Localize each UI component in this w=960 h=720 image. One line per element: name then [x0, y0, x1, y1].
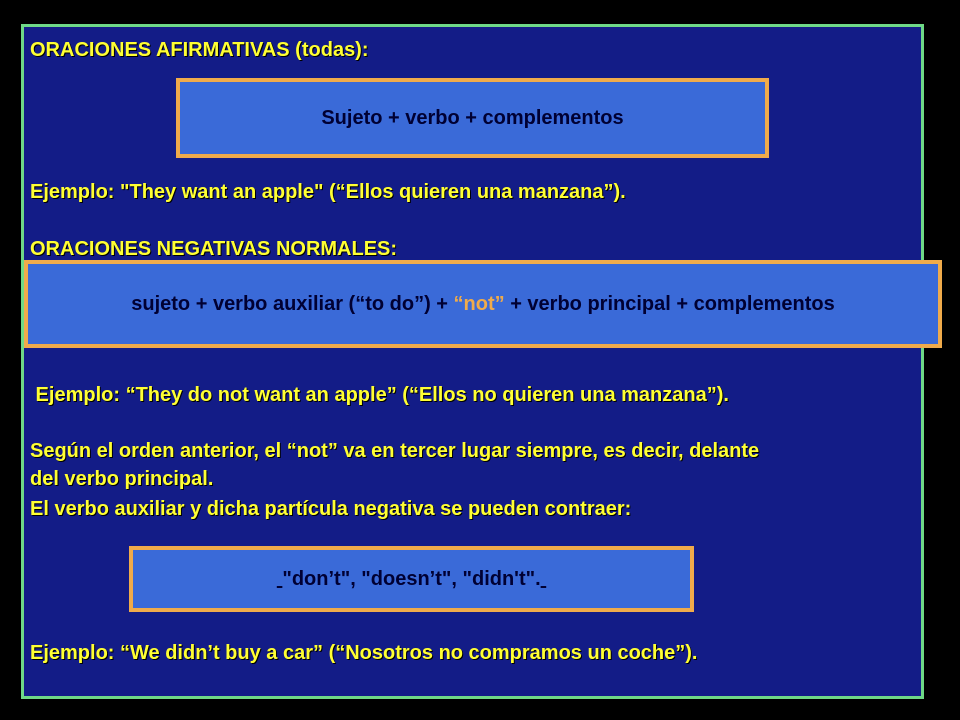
negative-formula-not: “not”	[453, 292, 505, 315]
affirmative-example: Ejemplo: "They want an apple" (“Ellos quieren una manzana”).	[30, 181, 626, 203]
explanation-line-2: del verbo principal.	[30, 468, 214, 490]
negative-formula-before: sujeto + verbo auxiliar (“to do”) +	[131, 292, 454, 315]
negative-formula-box	[24, 260, 942, 348]
contractions-formula-suffix	[541, 568, 547, 590]
contractions-example: Ejemplo: “We didn’t buy a car” (“Nosotros no compramos un coche”).	[30, 642, 698, 664]
negative-formula-text	[131, 293, 835, 316]
affirmative-heading: ORACIONES AFIRMATIVAS (todas):	[30, 39, 369, 61]
negative-heading: ORACIONES NEGATIVAS NORMALES:	[30, 238, 398, 260]
affirmative-formula-box	[176, 78, 769, 158]
explanation-line-1: Según el orden anterior, el “not” va en tercer lugar siempre, es decir, delante	[30, 440, 760, 462]
contractions-formula-text	[277, 568, 546, 591]
negative-example: Ejemplo: “They do not want an apple” (“Ellos no quieren una manzana”).	[30, 384, 729, 406]
negative-formula-after: + verbo principal + complementos	[504, 292, 835, 315]
contractions-formula-box	[129, 546, 694, 612]
explanation-line-3: El verbo auxiliar y dicha partícula negativa se pueden contraer:	[30, 498, 632, 520]
affirmative-formula-text: Sujeto + verbo + complementos	[321, 106, 624, 129]
contractions-formula-main: "don’t", "doesn’t", "didn't".	[282, 567, 541, 590]
